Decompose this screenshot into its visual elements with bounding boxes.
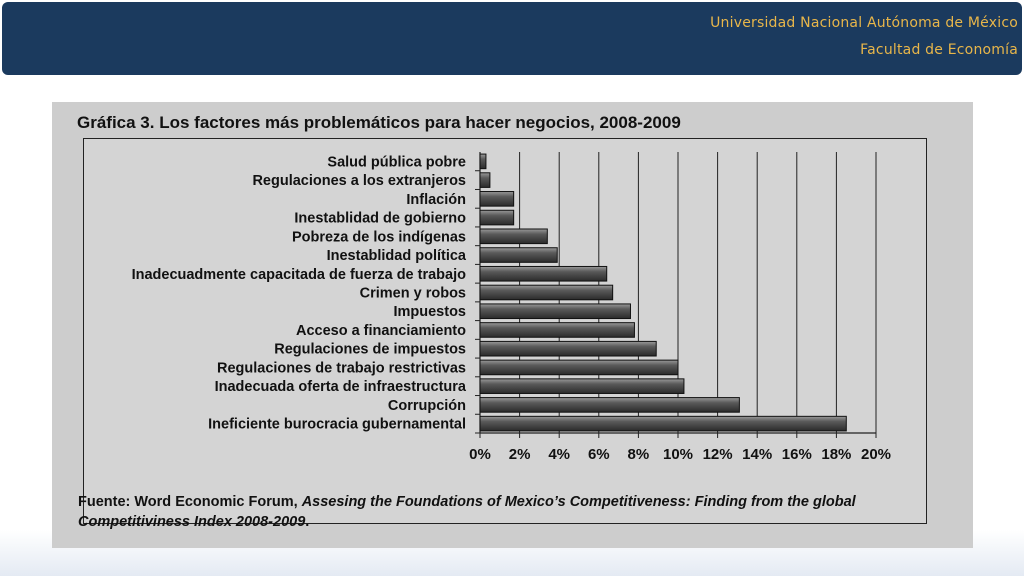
category-label: Pobreza de los indígenas [291, 229, 466, 246]
bar [480, 323, 634, 338]
header-banner [2, 2, 1022, 75]
x-tick-label: 12% [702, 446, 733, 463]
bar [480, 285, 613, 300]
bar [480, 248, 557, 263]
category-label: Ineficiente burocracia gubernamental [208, 416, 466, 433]
x-tick-label: 18% [821, 446, 852, 463]
category-label: Regulaciones de trabajo restrictivas [216, 360, 466, 377]
category-label: Impuestos [393, 304, 466, 321]
category-label: Acceso a financiamiento [295, 322, 466, 339]
x-tick-label: 6% [587, 446, 610, 463]
x-tick-label: 4% [548, 446, 571, 463]
category-label: Inadecuada oferta de infraestructura [214, 379, 466, 396]
x-tick-label: 2% [508, 446, 531, 463]
category-label: Regulaciones a los extranjeros [252, 173, 466, 190]
category-label: Inadecuadmente capacitada de fuerza de trabajo [131, 266, 466, 283]
chart-panel [52, 102, 973, 548]
bar [480, 266, 607, 281]
faculty-name: Facultad de Economía [860, 42, 1018, 58]
bar-chart [52, 102, 973, 548]
bar [480, 210, 514, 225]
chart-source [78, 492, 948, 532]
bar [480, 416, 846, 431]
source-text: : Word Economic Forum, [125, 494, 302, 510]
bar [480, 173, 490, 188]
category-label: Inestablidad política [326, 248, 466, 265]
category-label: Inflación [406, 191, 466, 208]
bar [480, 154, 486, 169]
bar [480, 360, 678, 375]
category-label: Salud pública pobre [327, 154, 466, 171]
x-tick-label: 8% [627, 446, 650, 463]
bar [480, 229, 547, 244]
source-label: Fuente [78, 494, 126, 510]
x-tick-label: 0% [469, 446, 491, 463]
category-label: Corrupción [387, 397, 466, 414]
bar [480, 398, 739, 413]
bar [480, 304, 630, 319]
category-label: Regulaciones de impuestos [274, 341, 466, 358]
x-tick-label: 14% [742, 446, 773, 463]
source-end: . [305, 514, 310, 530]
x-tick-label: 16% [781, 446, 812, 463]
source-title: Assesing the Foundations of Mexico’s Competitiveness: Finding from the global Competitiviness Index 2008-2009 [78, 494, 856, 530]
bar [480, 341, 656, 356]
x-tick-label: 20% [860, 446, 892, 463]
bar [480, 192, 514, 207]
x-tick-label: 10% [662, 446, 694, 463]
bar [480, 379, 684, 394]
category-label: Inestablidad de gobierno [294, 210, 466, 227]
chart-title: Gráfica 3. Los factores más problemáticos para hacer negocios, 2008-2009 [77, 113, 681, 132]
category-label: Crimen y robos [359, 285, 466, 302]
university-name: Universidad Nacional Autónoma de México [710, 15, 1018, 31]
